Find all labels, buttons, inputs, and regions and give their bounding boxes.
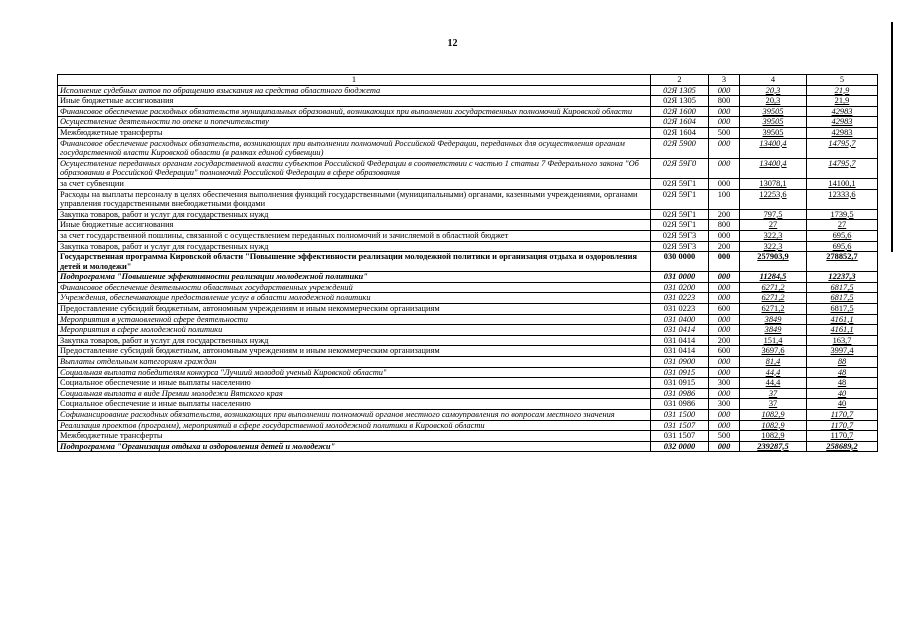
row-value-year2 [807, 314, 878, 325]
row-name: Социальное обеспечение и иные выплаты населению [58, 378, 651, 389]
row-expense-type: 300 [709, 378, 740, 389]
row-value-year2-text: 278852,7 [826, 252, 858, 262]
row-value-year1-text: 20,3 [765, 85, 781, 95]
row-code: 02Я 59Г1 [651, 189, 709, 209]
row-value-year2-text: 88 [837, 357, 847, 367]
header-col-5: 5 [807, 75, 878, 86]
row-value-year1 [740, 252, 807, 272]
row-expense-type: 600 [709, 346, 740, 357]
row-code: 02Я 59Г1 [651, 178, 709, 189]
row-code: 031 0986 [651, 388, 709, 399]
table-row [58, 138, 878, 158]
row-value-year2 [807, 293, 878, 304]
row-value-year2-text: 4161,1 [830, 325, 854, 335]
row-value-year1-text: 1082,9 [761, 431, 785, 441]
row-value-year1 [740, 335, 807, 346]
row-code: 031 1507 [651, 431, 709, 442]
row-code: 02Я 59Г1 [651, 220, 709, 231]
table-row [58, 106, 878, 117]
row-value-year1-text: 1082,9 [761, 410, 785, 419]
row-value-year1 [740, 209, 807, 220]
table-row [58, 420, 878, 431]
table-row [58, 117, 878, 128]
budget-table [57, 74, 878, 452]
row-value-year1-text: 6271,2 [761, 282, 785, 292]
table-row [58, 367, 878, 378]
row-value-year2 [807, 378, 878, 389]
row-name: Финансовое обеспечение расходных обязательств, возникающих при выполнении полномочий Российской Федерации, переданных для осуществления органам государственной власти Кировской области (в рамках единой субвенции) [58, 138, 651, 158]
row-expense-type: 300 [709, 399, 740, 410]
row-name: Иные бюджетные ассигнования [58, 96, 651, 107]
row-value-year1-text: 37 [768, 388, 778, 398]
row-value-year1 [740, 178, 807, 189]
table-row [58, 241, 878, 252]
row-code: 031 0915 [651, 367, 709, 378]
row-value-year1-text: 797,5 [763, 209, 783, 219]
row-value-year2-text: 6817,5 [830, 282, 854, 292]
row-code: 031 0986 [651, 399, 709, 410]
row-value-year1-text: 3849 [764, 314, 782, 324]
row-value-year1 [740, 241, 807, 252]
row-expense-type: 000 [709, 441, 740, 452]
row-code: 031 0915 [651, 378, 709, 389]
row-code: 02Я 5900 [651, 138, 709, 158]
row-value-year1-text: 39505 [762, 106, 784, 116]
row-value-year2 [807, 346, 878, 357]
row-value-year2 [807, 85, 878, 96]
row-value-year1 [740, 346, 807, 357]
row-value-year1-text: 239287,5 [757, 441, 789, 451]
row-value-year2-text: 42983 [831, 106, 853, 116]
row-expense-type: 000 [709, 106, 740, 117]
row-value-year2-text: 14795,7 [828, 138, 856, 148]
row-name: Учреждения, обеспечивающие предоставление услуг в области молодежной политики [58, 293, 651, 304]
row-value-year2 [807, 220, 878, 231]
row-value-year2 [807, 304, 878, 315]
row-expense-type: 100 [709, 189, 740, 209]
table-row [58, 410, 878, 421]
table-row [58, 178, 878, 189]
row-value-year2 [807, 230, 878, 241]
row-name: Реализация проектов (программ), мероприятий в сфере государственной молодежной политики в Кировской области [58, 420, 651, 431]
row-value-year1 [740, 127, 807, 138]
table-row [58, 272, 878, 283]
row-value-year1 [740, 117, 807, 128]
row-value-year1 [740, 220, 807, 231]
row-value-year2 [807, 325, 878, 336]
row-value-year1-text: 13078,1 [759, 178, 787, 188]
row-expense-type: 500 [709, 431, 740, 442]
row-name: Мероприятия в установленной сфере деятельности [58, 314, 651, 325]
row-code: 031 0414 [651, 325, 709, 336]
row-name: Выплаты отдельным категориям граждан [58, 357, 651, 368]
row-value-year1 [740, 293, 807, 304]
row-expense-type: 000 [709, 293, 740, 304]
row-value-year2-text: 1170,7 [830, 431, 854, 441]
row-value-year2-text: 42983 [831, 117, 853, 127]
row-value-year1-text: 6271,2 [761, 293, 785, 303]
row-expense-type: 200 [709, 209, 740, 220]
row-value-year1-text: 322,3 [763, 241, 783, 251]
row-value-year1 [740, 96, 807, 107]
row-code: 02Я 1305 [651, 96, 709, 107]
row-value-year1 [740, 399, 807, 410]
row-value-year1-text: 13400,4 [759, 138, 787, 148]
row-value-year1-text: 20,3 [765, 96, 781, 106]
row-value-year2 [807, 127, 878, 138]
table-row [58, 230, 878, 241]
row-value-year2 [807, 388, 878, 399]
row-code: 02Я 1604 [651, 127, 709, 138]
row-code: 032 0000 [651, 441, 709, 452]
row-value-year2-text: 12333,6 [828, 189, 856, 199]
table-row [58, 158, 878, 178]
row-expense-type: 000 [709, 85, 740, 96]
row-expense-type: 000 [709, 367, 740, 378]
row-value-year2-text: 1170,7 [830, 420, 854, 430]
table-row [58, 346, 878, 357]
row-code: 031 0000 [651, 272, 709, 283]
row-code: 02Я 1305 [651, 85, 709, 96]
table-row [58, 293, 878, 304]
row-value-year2-text: 48 [837, 378, 847, 388]
row-value-year1-text: 44,4 [765, 378, 781, 388]
row-value-year2 [807, 209, 878, 220]
row-value-year2-text: 1170,7 [830, 410, 854, 419]
row-name: Межбюджетные трансферты [58, 127, 651, 138]
row-code: 031 0414 [651, 346, 709, 357]
row-expense-type: 000 [709, 138, 740, 158]
row-value-year1 [740, 138, 807, 158]
row-value-year1 [740, 325, 807, 336]
row-code: 031 1500 [651, 410, 709, 421]
row-name: Осуществление переданных органам государственной власти субъектов Российской Федерации в соответствии с частью 1 статьи 7 Федерального закона "Об образовании в Российской Федерации" полномочий Российской Федерации в сфере образования [58, 158, 651, 178]
row-value-year1 [740, 189, 807, 209]
row-name: Расходы на выплаты персоналу в целях обеспечения выполнения функций государственными (муниципальными) органами, казенными учреждениями, органами управления государственными внебюджетными фондами [58, 189, 651, 209]
row-value-year1 [740, 106, 807, 117]
table-row [58, 441, 878, 452]
row-value-year2-text: 14100,1 [828, 178, 856, 188]
row-expense-type: 000 [709, 272, 740, 283]
row-name: Закупка товаров, работ и услуг для государственных нужд [58, 335, 651, 346]
row-name: Предоставление субсидий бюджетным, автономным учреждениям и иным некоммерческим организациям [58, 304, 651, 315]
row-value-year2 [807, 441, 878, 452]
table-row [58, 127, 878, 138]
row-value-year2 [807, 272, 878, 283]
row-value-year1-text: 81,4 [765, 357, 781, 367]
row-value-year1 [740, 230, 807, 241]
row-name: за счет государственной пошлины, связанной с осуществлением переданных полномочий и зачисляемой в областной бюджет [58, 230, 651, 241]
row-value-year1-text: 39505 [762, 127, 784, 137]
row-value-year1 [740, 304, 807, 315]
row-value-year2 [807, 241, 878, 252]
page-number: 12 [447, 38, 458, 49]
row-value-year2 [807, 138, 878, 158]
table-row [58, 378, 878, 389]
table-row [58, 314, 878, 325]
row-code: 031 0223 [651, 304, 709, 315]
row-code: 02Я 59Г0 [651, 158, 709, 178]
row-value-year2-text: 1739,5 [830, 209, 854, 219]
row-value-year2 [807, 420, 878, 431]
row-value-year1 [740, 378, 807, 389]
table-row [58, 85, 878, 96]
table-row [58, 335, 878, 346]
row-name: Межбюджетные трансферты [58, 431, 651, 442]
row-value-year1 [740, 431, 807, 442]
row-value-year2-text: 42983 [831, 127, 853, 137]
table-row [58, 399, 878, 410]
row-expense-type: 800 [709, 96, 740, 107]
row-value-year2 [807, 282, 878, 293]
row-name: Закупка товаров, работ и услуг для государственных нужд [58, 241, 651, 252]
row-value-year1 [740, 388, 807, 399]
row-expense-type: 500 [709, 127, 740, 138]
row-expense-type: 000 [709, 282, 740, 293]
row-value-year2-text: 40 [837, 399, 847, 409]
row-name: Подпрограмма "Повышение эффективности реализации молодежной политики" [58, 272, 651, 283]
row-value-year1-text: 39505 [762, 117, 784, 127]
row-name: Социальная выплата в виде Премии молодежи Вятского края [58, 388, 651, 399]
row-value-year1 [740, 367, 807, 378]
row-name: Иные бюджетные ассигнования [58, 220, 651, 231]
table-row [58, 357, 878, 368]
row-expense-type: 000 [709, 388, 740, 399]
row-name: Закупка товаров, работ и услуг для государственных нужд [58, 209, 651, 220]
table-row [58, 209, 878, 220]
row-expense-type: 000 [709, 420, 740, 431]
row-expense-type: 200 [709, 241, 740, 252]
row-value-year2 [807, 189, 878, 209]
row-value-year2 [807, 117, 878, 128]
row-code: 031 1507 [651, 420, 709, 431]
row-value-year2 [807, 158, 878, 178]
row-value-year1 [740, 410, 807, 421]
row-name: Финансовое обеспечение расходных обязательств муниципальных образований, возникающих при выполнении государственных полномочий Кировской области [58, 106, 651, 117]
row-name: Мероприятия в сфере молодежной политики [58, 325, 651, 336]
row-name: Софинансирование расходных обязательств, возникающих при выполнении полномочий органов местного самоуправления по вопросам местного значения [58, 410, 651, 421]
table-row [58, 252, 878, 272]
row-value-year1-text: 3697,6 [761, 346, 785, 356]
row-value-year2-text: 12237,3 [828, 272, 856, 282]
row-value-year2 [807, 106, 878, 117]
row-code: 031 0223 [651, 293, 709, 304]
table-row [58, 282, 878, 293]
row-value-year1-text: 3849 [764, 325, 782, 335]
table-row [58, 304, 878, 315]
row-value-year2-text: 695,6 [832, 230, 852, 240]
row-name: за счет субвенции [58, 178, 651, 189]
row-value-year2 [807, 367, 878, 378]
row-value-year1-text: 151,4 [763, 335, 783, 345]
header-col-3: 3 [709, 75, 740, 86]
row-name: Исполнение судебных актов по обращению взыскания на средства областного бюджета [58, 85, 651, 96]
row-name: Социальное обеспечение и иные выплаты населению [58, 399, 651, 410]
row-expense-type: 000 [709, 252, 740, 272]
row-value-year2-text: 48 [837, 367, 847, 377]
table-row [58, 220, 878, 231]
row-value-year1 [740, 158, 807, 178]
row-value-year2-text: 21,9 [834, 96, 850, 106]
row-value-year2 [807, 357, 878, 368]
row-code: 030 0000 [651, 252, 709, 272]
header-row [58, 75, 878, 86]
row-code: 031 0400 [651, 314, 709, 325]
row-name: Осуществление деятельности по опеке и попечительству [58, 117, 651, 128]
row-value-year1-text: 11284,5 [759, 272, 787, 282]
row-expense-type: 000 [709, 357, 740, 368]
row-value-year1-text: 27 [768, 220, 778, 230]
row-expense-type: 000 [709, 325, 740, 336]
row-value-year1-text: 1082,9 [761, 420, 785, 430]
row-value-year1-text: 12253,6 [759, 189, 787, 199]
row-code: 031 0414 [651, 335, 709, 346]
row-name: Предоставление субсидий бюджетным, автономным учреждениям и иным некоммерческим организациям [58, 346, 651, 357]
row-expense-type: 000 [709, 117, 740, 128]
row-value-year1 [740, 282, 807, 293]
row-value-year2-text: 40 [837, 388, 847, 398]
table-row [58, 96, 878, 107]
row-value-year1-text: 44,4 [765, 367, 781, 377]
table-row [58, 189, 878, 209]
row-expense-type: 800 [709, 220, 740, 231]
row-value-year2-text: 14795,7 [828, 158, 856, 168]
header-col-1: 1 [58, 75, 651, 86]
row-value-year2-text: 27 [837, 220, 847, 230]
row-name: Финансовое обеспечение деятельности областных государственных учреждений [58, 282, 651, 293]
row-value-year1 [740, 314, 807, 325]
table-row [58, 325, 878, 336]
header-col-2: 2 [651, 75, 709, 86]
row-value-year1 [740, 420, 807, 431]
row-value-year2 [807, 252, 878, 272]
row-value-year1 [740, 357, 807, 368]
row-value-year2 [807, 96, 878, 107]
row-code: 031 0200 [651, 282, 709, 293]
row-value-year2-text: 6817,5 [830, 293, 854, 303]
row-expense-type: 000 [709, 314, 740, 325]
row-expense-type: 000 [709, 178, 740, 189]
row-value-year2-text: 6817,5 [830, 304, 854, 314]
margin-bar [891, 22, 893, 252]
row-value-year1 [740, 441, 807, 452]
row-name: Подпрограмма "Организация отдыха и оздоровления детей и молодежи" [58, 441, 651, 452]
table-row [58, 388, 878, 399]
row-value-year2 [807, 410, 878, 421]
row-name: Социальная выплата победителям конкурса "Лучший молодой ученый Кировской области" [58, 367, 651, 378]
row-value-year1-text: 322,3 [763, 230, 783, 240]
row-value-year1 [740, 272, 807, 283]
row-value-year2 [807, 431, 878, 442]
row-value-year1-text: 257903,9 [757, 252, 789, 262]
row-value-year2-text: 163,7 [832, 335, 852, 345]
row-value-year1-text: 37 [768, 399, 778, 409]
row-value-year1-text: 13400,4 [759, 158, 787, 168]
header-col-4: 4 [740, 75, 807, 86]
row-expense-type: 000 [709, 410, 740, 421]
row-value-year2 [807, 399, 878, 410]
row-code: 02Я 59Г1 [651, 209, 709, 220]
row-code: 02Я 59Г3 [651, 241, 709, 252]
table-row [58, 431, 878, 442]
row-value-year2 [807, 178, 878, 189]
row-value-year1 [740, 85, 807, 96]
row-code: 02Я 1600 [651, 106, 709, 117]
row-value-year1-text: 6271,2 [761, 304, 785, 314]
row-code: 031 0900 [651, 357, 709, 368]
row-value-year2-text: 258689,2 [826, 441, 858, 451]
row-value-year2-text: 3997,4 [830, 346, 854, 356]
row-name: Государственная программа Кировской области "Повышение эффективности реализации молодежной политики и организация отдыха и оздоровления детей и молодежи" [58, 252, 651, 272]
row-expense-type: 600 [709, 304, 740, 315]
row-expense-type: 200 [709, 335, 740, 346]
row-value-year2-text: 21,9 [834, 85, 850, 95]
row-code: 02Я 59Г3 [651, 230, 709, 241]
row-value-year2-text: 4161,1 [830, 314, 854, 324]
row-value-year2 [807, 335, 878, 346]
row-expense-type: 000 [709, 158, 740, 178]
row-value-year2-text: 695,6 [832, 241, 852, 251]
budget-table-body [58, 75, 878, 452]
row-expense-type: 000 [709, 230, 740, 241]
row-code: 02Я 1604 [651, 117, 709, 128]
